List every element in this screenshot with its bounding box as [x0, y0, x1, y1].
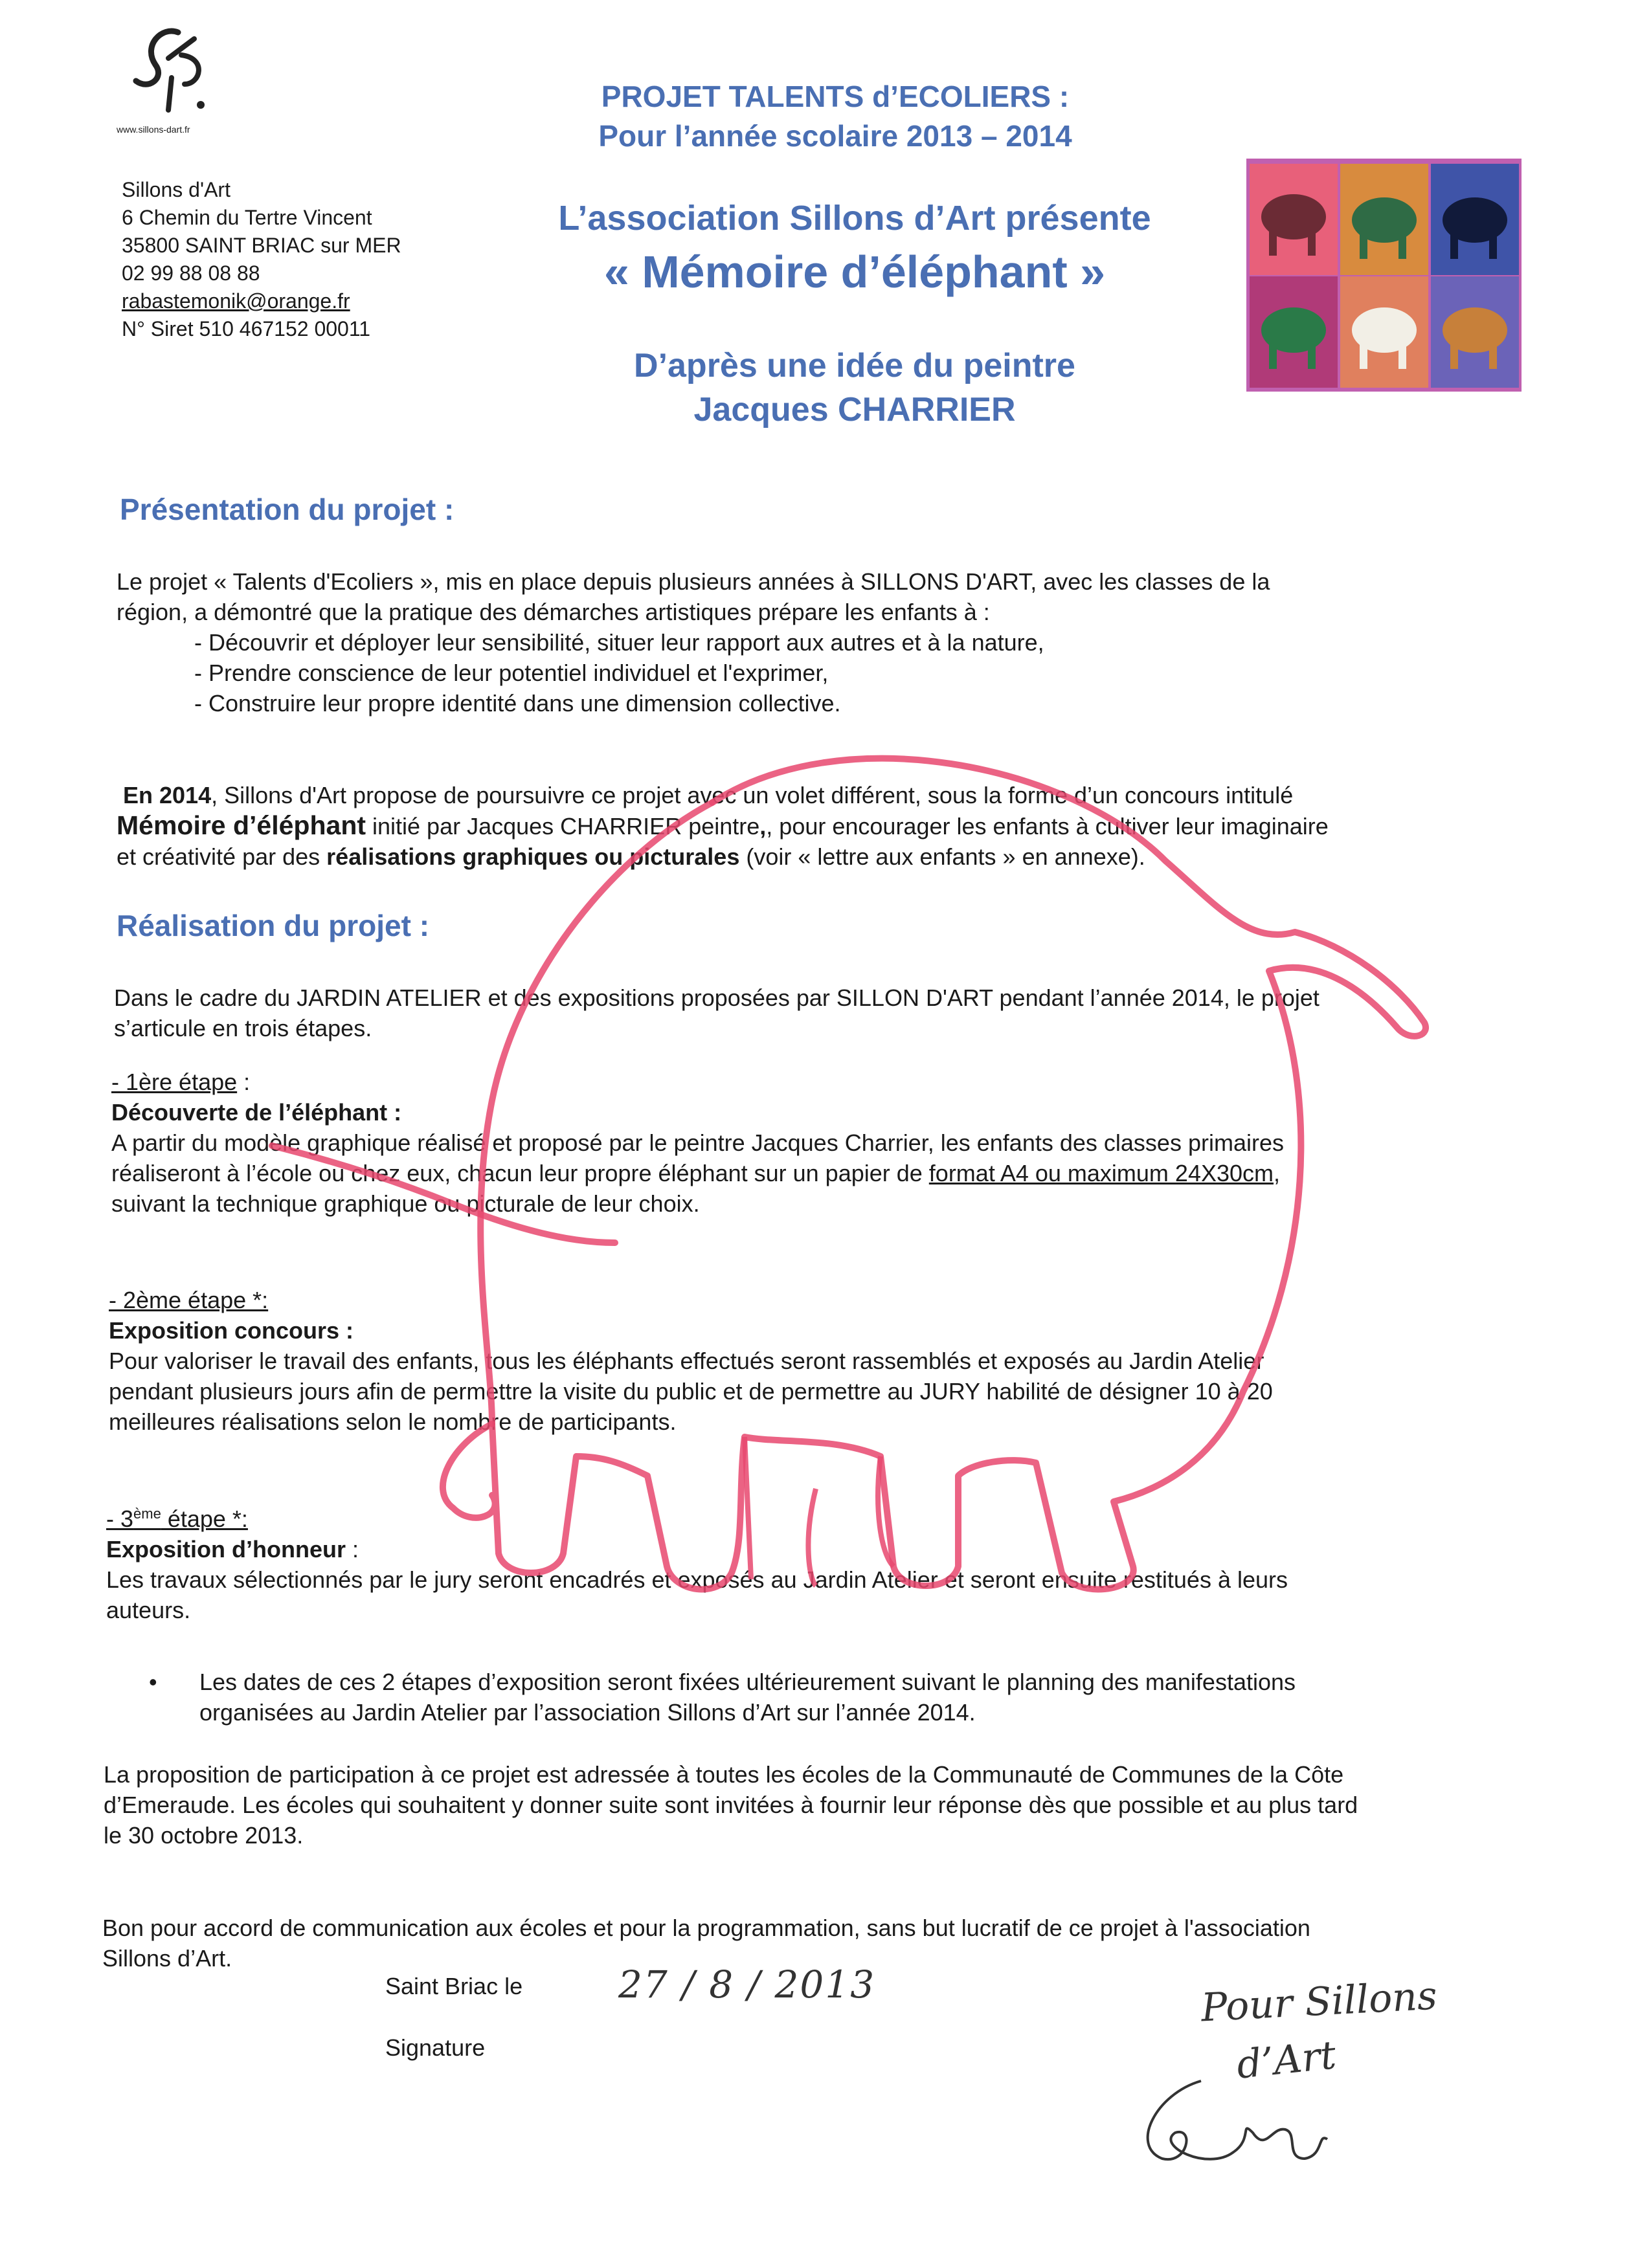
org-name: Sillons d'Art — [122, 178, 230, 201]
email-link[interactable]: rabastemonik@orange.fr — [122, 289, 350, 313]
signature-scribble-icon — [1104, 2068, 1363, 2185]
agreement-paragraph: Bon pour accord de communication aux écoles et pour la programmation, sans but lucratif de ce projet à l'association Sillons d’Art. — [102, 1915, 1310, 1972]
city: 35800 SAINT BRIAC sur MER — [122, 234, 401, 257]
idea-line: D’après une idée du peintre — [634, 347, 1075, 384]
project-2014-paragraph: En 2014, Sillons d'Art propose de poursuivre ce projet avec un volet différent, sous la forme d’un concours intitulé Mémoire d’éléphant initié par Jacques CHARRIER peintre,, pour encourager les enfants à cultiver leur imaginaire et créativité par des réalisations graphiques ou picturales (voir « lettre aux enfants » en annexe). — [117, 782, 1329, 870]
step-3: - 3ème étape *: Exposition d’honneur : Les travaux sélectionnés par le jury seront encadrés et exposés au Jardin Atelier et seront ensuite restitués à leurs auteurs. — [106, 1506, 1288, 1623]
bullet-3: - Construire leur propre identité dans une dimension collective. — [194, 690, 841, 717]
address-block — [122, 176, 401, 343]
bullet-dot-icon: • — [149, 1669, 157, 1695]
step-1: - 1ère étape : Découverte de l’éléphant : A partir du modèle graphique réalisé et proposé par le peintre Jacques Charrier, les enfants des classes primaires réaliseront à l’école ou chez eux, chacun leur propre éléphant sur un papier de format A4 ou maximum 24X30cm, suivant la technique graphique ou picturale de leur choix. — [111, 1069, 1284, 1217]
presentation-heading: Présentation du projet : — [120, 493, 455, 526]
dates-note: • Les dates de ces 2 étapes d’exposition seront fixées ultérieurement suivant le planning des manifestations organisées au Jardin Atelier par l’association Sillons d’Art sur l’année 2014. — [149, 1667, 1606, 1728]
bullet-2: - Prendre conscience de leur potentiel individuel et l'exprimer, — [194, 660, 829, 686]
step-2: - 2ème étape *: Exposition concours : Pour valoriser le travail des enfants, tous les éléphants effectués seront rassemblés et exposés au Jardin Atelier pendant plusieurs jours afin de permettre la visite du public et de permettre au JURY habilité de désigner 10 à 20 meilleures réalisations selon le nombre de participants. — [109, 1287, 1273, 1435]
painter-name: Jacques CHARRIER — [693, 391, 1016, 428]
signature-label: Signature — [385, 2034, 486, 2061]
handwritten-dart: d’Art — [1234, 2032, 1338, 2088]
place-date-label: Saint Briac le — [385, 1973, 523, 1999]
street: 6 Chemin du Tertre Vincent — [122, 206, 372, 229]
association-presents: L’association Sillons d’Art présente — [558, 199, 1151, 238]
participation-paragraph: La proposition de participation à ce projet est adressée à toutes les écoles de la Communauté de Communes de la Côte d’Emeraude. Les écoles qui souhaitent y donner suite sont invitées à fournir leur réponse dès que possible et au plus tard le 30 octobre 2013. — [104, 1761, 1358, 1849]
bullet-1: - Découvrir et déployer leur sensibilité, situer leur rapport aux autres et à la nature, — [194, 629, 1044, 656]
project-title: PROJET TALENTS d’ECOLIERS : — [601, 80, 1070, 113]
phone: 02 99 88 08 88 — [122, 261, 260, 285]
handwritten-date: 27 / 8 / 2013 — [618, 1962, 876, 2007]
realisation-heading: Réalisation du projet : — [117, 909, 430, 942]
presentation-paragraph: Le projet « Talents d'Ecoliers », mis en place depuis plusieurs années à SILLONS D'ART, avec les classes de la région, a démontré que la pratique des démarches artistiques prépare les enfants à : - Découvrir et déployer leur sensibilité, situer leur rapport aux autres et à la nature, - Prendre conscience de leur potentiel individuel et l'exprimer, - Construire leur propre identité dans une dimension collective. — [117, 566, 1573, 718]
realisation-intro: Dans le cadre du JARDIN ATELIER et des expositions proposées par SILLON D'ART pendant l’année 2014, le projet s’articule en trois étapes. — [114, 984, 1320, 1041]
siret: N° Siret 510 467152 00011 — [122, 317, 371, 340]
elephant-mosaic-image — [1246, 159, 1522, 392]
main-title: « Mémoire d’éléphant » — [603, 247, 1106, 297]
elephant-silhouettes-icon — [1246, 159, 1522, 392]
school-year: Pour l’année scolaire 2013 – 2014 — [598, 119, 1072, 153]
handwritten-sillons: Pour Sillons — [1200, 1973, 1439, 2031]
logo-url: www.sillons-dart.fr — [117, 124, 190, 135]
